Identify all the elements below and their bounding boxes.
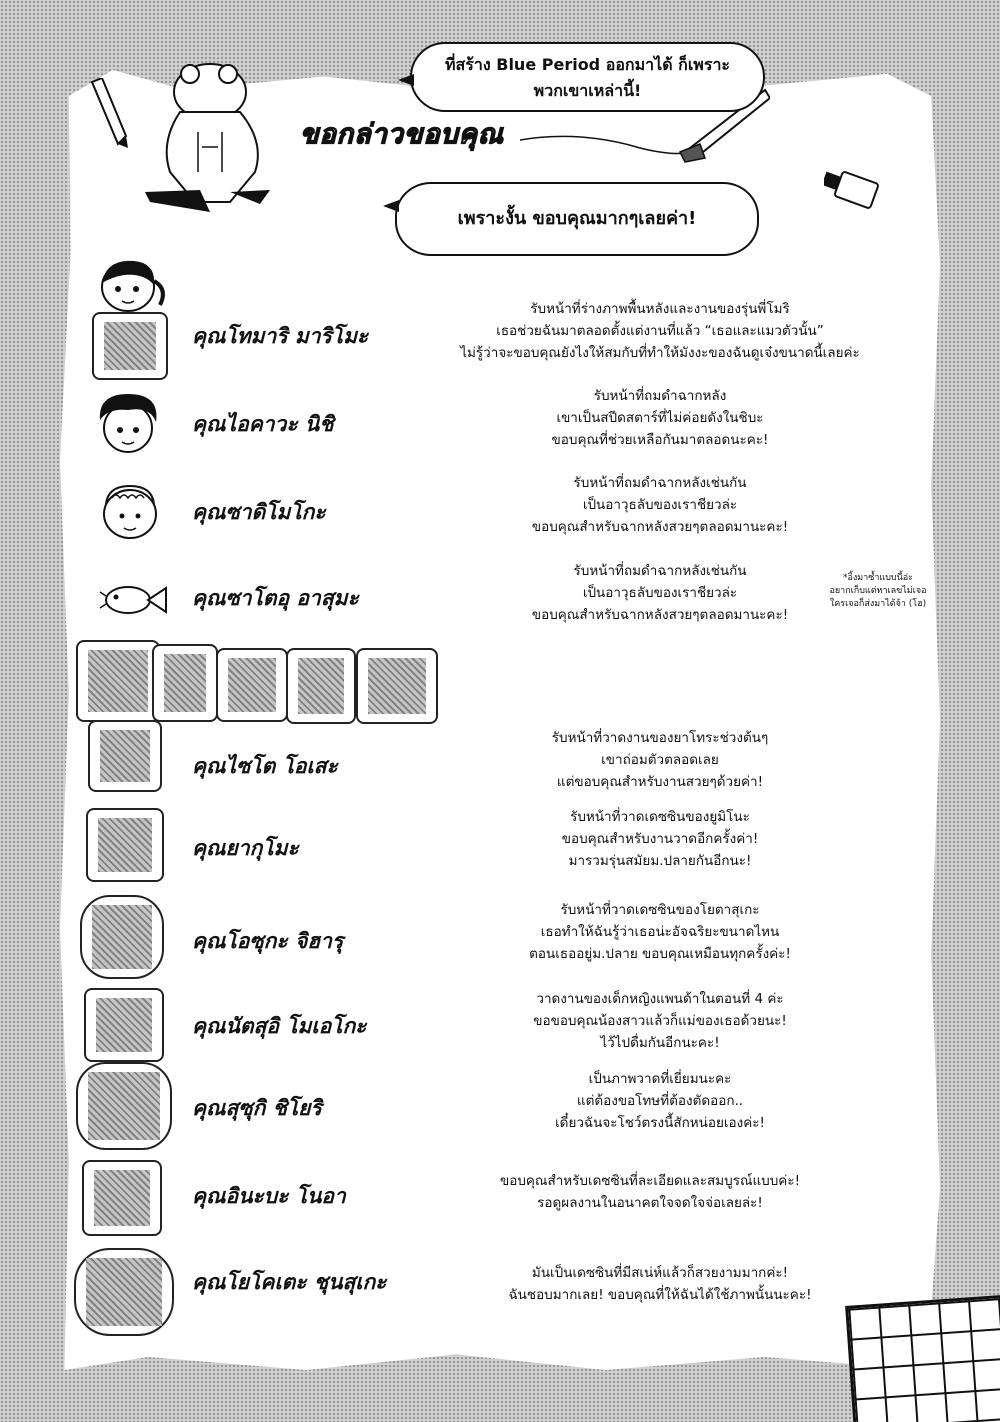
fish-icon — [96, 580, 168, 620]
credit-line: ไม่รู้ว่าจะขอบคุณยังไงให้สมกับที่ทำให้มังงะของฉันดูเจ๋งขนาดนี้เลยค่ะ — [460, 345, 860, 361]
speech-bubble-bottom — [395, 182, 759, 256]
credit-line: เขาถ่อมตัวตลอดเลย — [601, 752, 719, 768]
credit-line: ไว้ไปดื่มกันอีกนะคะ! — [600, 1035, 720, 1051]
credit-name: คุณโอซุกะ จิฮารุ — [192, 929, 344, 953]
artwork-thumbnail — [92, 312, 168, 380]
artwork-thumbnail — [88, 720, 162, 792]
side-note — [818, 572, 938, 611]
artwork-thumbnail — [86, 808, 164, 882]
bubble-tail — [398, 74, 414, 86]
credit-name: คุณโทมาริ มาริโมะ — [192, 324, 369, 348]
artwork-image — [96, 998, 152, 1052]
artwork-image — [298, 658, 344, 714]
bubble-top-line1: ที่สร้าง Blue Period ออกมาได้ ก็เพราะ — [444, 55, 731, 74]
credit-line: เป็นภาพวาดที่เยี่ยมนะคะ — [588, 1071, 732, 1087]
credit-name: คุณโยโคเตะ ชุนสุเกะ — [192, 1270, 387, 1294]
credit-line: ฉันชอบมากเลย! ขอบคุณที่ให้ฉันได้ใช้ภาพนั้นนะคะ! — [508, 1287, 812, 1303]
credit-line: รับหน้าที่วาดงานของยาโทระช่วงต้นๆ — [551, 730, 769, 746]
credit-line: เขาเป็นสปีดสตาร์ที่ไม่ค่อยดังในชิบะ — [556, 410, 764, 426]
artwork-image — [100, 730, 150, 782]
credit-line: ขอบคุณสำหรับฉากหลังสวยๆตลอดมานะคะ! — [531, 519, 789, 535]
paint-tube-icon — [824, 168, 884, 212]
credit-description — [400, 298, 920, 364]
artwork-image — [92, 905, 152, 969]
credit-description — [480, 1262, 840, 1306]
artwork-thumbnail — [286, 648, 356, 724]
credit-name: คุณยากุโมะ — [192, 836, 299, 860]
credit-description — [460, 1170, 840, 1214]
bubble-top-line2: พวกเขาเหล่านี้! — [533, 81, 642, 100]
credit-line: รอดูผลงานในอนาคตใจจดใจจ่อเลยล่ะ! — [537, 1195, 763, 1211]
side-note-line: อยากเก็บแต่หาเลขไม่เจอ — [829, 586, 927, 596]
artwork-image — [228, 658, 276, 712]
credit-line: วาดงานของเด็กหญิงแพนด้าในตอนที่ 4 ค่ะ — [536, 991, 784, 1007]
credit-name: คุณนัตสุอิ โมเอโกะ — [192, 1014, 367, 1038]
artwork-thumbnail — [216, 648, 288, 722]
credit-line: เป็นอาวุธลับของเราชียวล่ะ — [582, 497, 738, 513]
credit-line: รับหน้าที่ถมดำฉากหลังเช่นกัน — [573, 563, 747, 579]
credit-description — [500, 472, 820, 538]
credit-line: ขอขอบคุณน้องสาวแล้วก็แม่ของเธอด้วยนะ! — [533, 1013, 787, 1029]
artwork-thumbnail — [356, 648, 438, 724]
credit-line: ขอบคุณสำหรับงานวาดอีกครั้งค่า! — [561, 831, 759, 847]
artwork-image — [94, 1170, 150, 1226]
credit-description — [500, 806, 820, 872]
artwork-image — [98, 818, 152, 872]
credit-description — [500, 727, 820, 793]
artwork-image — [88, 650, 148, 712]
credit-line: รับหน้าที่ถมดำฉากหลังเช่นกัน — [573, 475, 747, 491]
credit-line: เธอช่วยฉันมาตลอดตั้งแต่งานที่แล้ว “เธอและแมวตัวนั้น” — [496, 323, 824, 339]
credit-description — [500, 560, 820, 626]
girl-face-icon — [94, 255, 170, 315]
credit-line: มารวมรุ่นสมัยม.ปลายกันอีกนะ! — [568, 853, 752, 869]
credit-name: คุณสุซุกิ ชิโยริ — [192, 1096, 322, 1120]
artwork-thumbnail — [82, 1160, 162, 1236]
artwork-thumbnail — [74, 1248, 174, 1336]
credit-line: รับหน้าที่ร่างภาพพื้นหลังและงานของรุ่นพี่โมริ — [530, 301, 790, 317]
credit-description — [480, 988, 840, 1054]
credit-name: คุณอินะบะ โนอา — [192, 1184, 346, 1208]
bubble-bottom-text: เพราะงั้น ขอบคุณมากๆเลยค่า! — [457, 208, 697, 229]
credit-line: ขอบคุณสำหรับฉากหลังสวยๆตลอดมานะคะ! — [531, 607, 789, 623]
artwork-image — [164, 654, 206, 712]
credit-name: คุณไซโต โอเสะ — [192, 754, 338, 778]
credit-name: คุณซาโตอุ อาสุมะ — [192, 586, 359, 610]
artwork-image — [86, 1258, 162, 1326]
credit-line: เดี๋ยวฉันจะโชว์ตรงนี้สักหน่อยเองค่ะ! — [555, 1115, 765, 1131]
artwork-thumbnail — [152, 644, 218, 722]
page-title: ขอกล่าวขอบคุณ — [300, 119, 504, 150]
grid-sketch-decoration — [845, 1294, 1000, 1422]
artwork-thumbnail — [76, 640, 160, 722]
credit-line: มันเป็นเดซซินที่มีสเน่ห์แล้วก็สวยงามมากค่ะ! — [531, 1265, 789, 1281]
credit-line: เป็นอาวุธลับของเราชียวล่ะ — [582, 585, 738, 601]
credit-description — [500, 385, 820, 451]
credit-line: เธอทำให้ฉันรู้ว่าเธอน่ะอัจฉริยะขนาดไหน — [540, 924, 780, 940]
bubble-tail — [383, 200, 399, 212]
frog-character-icon — [140, 52, 290, 217]
artwork-image — [368, 658, 426, 714]
artwork-image — [104, 322, 156, 370]
credit-line: ขอบคุณสำหรับเดซซินที่ละเอียดและสมบูรณ์แบบค่ะ! — [500, 1173, 800, 1189]
boy-face-icon — [94, 390, 164, 456]
credit-line: แต่ขอบคุณสำหรับงานสวยๆด้วยค่า! — [556, 774, 764, 790]
credit-line: แต่ต้องขอโทษที่ต้องตัดออก.. — [576, 1093, 744, 1109]
credit-line: รับหน้าที่ถมดำฉากหลัง — [593, 388, 727, 404]
credit-description — [480, 899, 840, 965]
credit-line: ตอนเธออยู่ม.ปลาย ขอบคุณเหมือนทุกครั้งค่ะ! — [529, 946, 791, 962]
curly-hair-face-icon — [94, 478, 166, 544]
credit-line: รับหน้าที่วาดเดซซินของโยตาสุเกะ — [560, 902, 760, 918]
credit-name: คุณไอคาวะ นิชิ — [192, 412, 334, 436]
speech-bubble-top — [410, 42, 765, 112]
side-note-line: ใครเจอก็ส่งมาได้จ้า (โฮ) — [829, 599, 927, 609]
artwork-thumbnail — [76, 1062, 172, 1150]
artwork-image — [88, 1072, 160, 1140]
side-note-line: *อิ้งมาซ้ำแบบนี้อ่ะ — [842, 573, 914, 583]
credit-name: คุณซาดิโมโกะ — [192, 500, 326, 524]
artwork-thumbnail — [84, 988, 164, 1062]
credit-line: ขอบคุณที่ช่วยเหลือกันมาตลอดนะคะ! — [551, 432, 769, 448]
pencil-icon — [86, 78, 130, 148]
credit-line: รับหน้าที่วาดเดซซินของยูมิโนะ — [570, 809, 750, 825]
artwork-thumbnail — [80, 895, 164, 979]
credit-description — [500, 1068, 820, 1134]
